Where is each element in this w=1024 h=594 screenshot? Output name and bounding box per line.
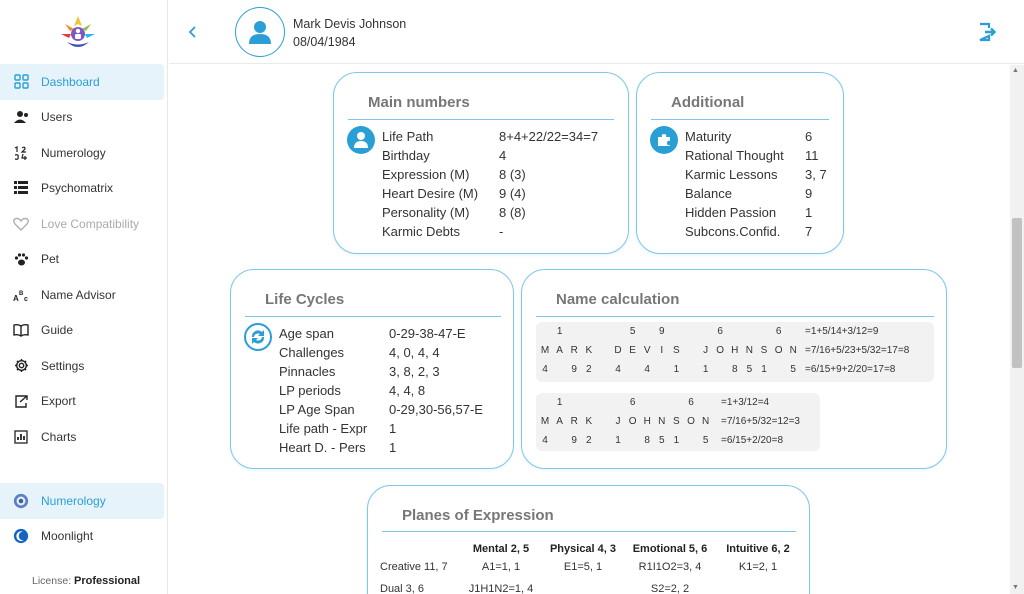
card-title: Name calculation <box>556 291 680 308</box>
list-item <box>685 165 827 184</box>
numbers-icon <box>13 145 29 161</box>
name-calc-cell: A <box>556 416 563 427</box>
item-label: LP Age Span <box>279 402 355 417</box>
chart-icon <box>13 429 29 445</box>
svg-text:B: B <box>19 290 24 297</box>
table-cell: Dual 3, 6 <box>380 583 425 594</box>
license-label: License: <box>32 575 72 587</box>
name-calc-cell: 1 <box>673 435 680 446</box>
heart-icon <box>13 216 29 232</box>
list-item <box>279 324 483 343</box>
name-calc-cell: 1 <box>556 397 563 408</box>
name-calc-cell: O <box>774 345 783 356</box>
item-label: Heart D. - Pers <box>279 440 366 455</box>
name-calc-cell: D <box>614 345 622 356</box>
name-calc-cell: 2 <box>586 435 592 446</box>
list-item <box>279 400 483 419</box>
item-value: 8 (3) <box>499 167 526 182</box>
divider <box>536 316 934 317</box>
app-item-label: Moonlight <box>41 529 94 544</box>
item-label: Karmic Debts <box>382 224 461 239</box>
name-calc-cell: M <box>540 416 550 427</box>
name-calc-cell: 4 <box>615 364 621 375</box>
list-item <box>279 362 483 381</box>
main-numbers-list <box>382 127 598 241</box>
table-cell: K1=2, 1 <box>738 561 778 573</box>
list-item <box>279 419 483 438</box>
item-label: Life path - Expr <box>279 421 368 436</box>
list-item <box>279 381 483 400</box>
column-header: Mental 2, 5 <box>472 543 530 555</box>
item-label: Subcons.Confid. <box>685 224 781 239</box>
item-value: 4, 4, 8 <box>389 383 426 398</box>
sidebar-item-numerology[interactable] <box>0 135 164 171</box>
sidebar-item-label: Settings <box>41 358 85 373</box>
name-calc-result: =1+3/12=4 <box>721 397 770 408</box>
additional-card <box>636 72 844 254</box>
sidebar-item-guide[interactable] <box>0 313 164 349</box>
item-value: - <box>499 224 504 239</box>
table-cell: J1H1N2=1, 4 <box>468 583 534 594</box>
sidebar-item-name-advisor[interactable] <box>0 277 164 313</box>
name-calculation-card <box>521 269 947 469</box>
name-calc-cell: 9 <box>659 326 665 337</box>
item-label: Age span <box>279 326 334 341</box>
table-header-row <box>380 542 800 556</box>
book-icon <box>13 322 29 338</box>
column-header: Emotional 5, 6 <box>632 543 708 555</box>
app-item-moonlight[interactable] <box>0 519 164 555</box>
column-header: Physical 4, 3 <box>549 543 617 555</box>
logout-button[interactable] <box>977 22 997 42</box>
list-item <box>279 438 483 457</box>
item-value: 0-29,30-56,57-E <box>389 402 483 417</box>
item-value: 3, 8, 2, 3 <box>389 364 440 379</box>
item-label: Challenges <box>279 345 345 360</box>
grid-icon <box>13 74 29 90</box>
name-calc-short-grid <box>536 393 820 451</box>
sidebar-item-label: Export <box>41 394 76 409</box>
name-calc-cell: N <box>701 416 710 427</box>
name-calc-cell: S <box>673 416 680 427</box>
additional-list <box>685 127 827 241</box>
list-item <box>685 127 827 146</box>
planes-card <box>367 485 810 594</box>
divider <box>348 119 614 120</box>
name-calc-cell: 6 <box>629 397 636 408</box>
table-row <box>380 578 800 594</box>
list-item <box>382 127 598 146</box>
sidebar-item-export[interactable] <box>0 384 164 420</box>
name-calc-full-grid <box>536 322 934 382</box>
name-calc-cell: K <box>585 416 593 427</box>
name-calc-cell: M <box>540 345 550 356</box>
name-calc-cell: 2 <box>586 364 592 375</box>
name-calc-cell: 5 <box>790 364 796 375</box>
svg-text:A: A <box>13 293 19 302</box>
name-calc-cell: 9 <box>571 364 577 375</box>
back-button[interactable] <box>186 22 200 42</box>
name-calc-cell: 1 <box>761 364 767 375</box>
item-value: 3, 7 <box>805 167 827 182</box>
puzzle-icon <box>650 126 678 154</box>
item-value: 0-29-38-47-E <box>389 326 466 341</box>
users-icon <box>13 109 29 125</box>
scroll-up-arrow[interactable]: ▲ <box>1012 67 1019 74</box>
sidebar-item-label: Users <box>41 110 73 125</box>
sidebar-item-charts[interactable] <box>0 419 164 455</box>
table-cell: Creative 11, 7 <box>380 561 448 573</box>
scroll-down-arrow[interactable]: ▼ <box>1012 584 1019 591</box>
item-label: Rational Thought <box>685 148 784 163</box>
name-calc-cell: J <box>703 345 709 356</box>
sidebar-item-settings[interactable] <box>0 348 164 384</box>
name-calc-result: =7/16+5/23+5/32=17=8 <box>805 345 910 356</box>
app-logo[interactable] <box>57 12 99 54</box>
name-calc-cell: S <box>760 345 768 356</box>
name-calc-cell: O <box>687 416 695 427</box>
name-calc-cell: O <box>628 416 637 427</box>
sidebar-nav <box>0 64 164 455</box>
divider <box>382 531 796 532</box>
table-cell <box>542 578 624 594</box>
name-calc-cell: 5 <box>629 326 636 337</box>
name-calc-cell: S <box>673 345 680 356</box>
name-calc-cell: 5 <box>702 435 709 446</box>
sidebar-item-pet[interactable] <box>0 242 164 278</box>
sidebar-item-love-compatibility[interactable] <box>0 206 164 242</box>
matrix-icon <box>13 180 29 196</box>
name-calc-cell: 6 <box>775 326 782 337</box>
name-calc-cell: N <box>789 345 797 356</box>
name-calc-result: =6/15+2/20=8 <box>721 435 784 446</box>
item-value: 9 (4) <box>499 186 526 201</box>
sidebar-item-dashboard[interactable] <box>0 64 164 100</box>
person-icon <box>347 126 375 154</box>
planes-table <box>380 542 800 594</box>
list-item <box>382 203 598 222</box>
column-header <box>380 542 460 556</box>
column-header: Intuitive 6, 2 <box>726 543 790 555</box>
item-value: 8+4+22/22=34=7 <box>499 129 599 144</box>
header <box>169 0 1024 64</box>
name-calc-cell: 5 <box>659 435 665 446</box>
table-cell: S2=2, 2 <box>650 583 690 594</box>
card-title: Life Cycles <box>265 291 345 308</box>
name-calc-result: =6/15+9+2/20=17=8 <box>805 364 896 375</box>
export-icon <box>13 393 29 409</box>
user-name: Mark Devis Johnson <box>293 17 407 31</box>
name-calc-result: =7/16+5/32=12=3 <box>721 416 800 427</box>
avatar[interactable] <box>235 7 285 57</box>
name-calc-cell: N <box>658 416 666 427</box>
item-value: 1 <box>805 205 813 220</box>
svg-text:c: c <box>24 295 28 302</box>
item-value: 9 <box>805 186 813 201</box>
sidebar-item-label: Psychomatrix <box>41 181 114 196</box>
item-value: 4, 0, 4, 4 <box>389 345 440 360</box>
card-title: Planes of Expression <box>402 507 554 524</box>
name-calc-cell: 6 <box>688 397 694 408</box>
app-item-label: Numerology <box>41 493 106 508</box>
name-calc-cell: 9 <box>571 435 577 446</box>
paw-icon <box>13 251 29 267</box>
name-calc-cell: A <box>556 345 563 356</box>
item-value: 4 <box>499 148 507 163</box>
person-icon <box>248 19 272 45</box>
table-cell: A1=1, 1 <box>481 561 521 573</box>
item-label: Pinnacles <box>279 364 336 379</box>
list-item <box>382 146 598 165</box>
name-calc-cell: J <box>615 416 621 427</box>
name-calc-cell: V <box>643 345 651 356</box>
name-calc-cell: O <box>716 345 725 356</box>
name-calc-cell: 4 <box>542 364 548 375</box>
item-label: Expression (M) <box>382 167 470 182</box>
item-value: 8 (8) <box>499 205 526 220</box>
list-item <box>382 165 598 184</box>
card-title: Main numbers <box>368 94 470 111</box>
name-calc-cell: R <box>570 345 578 356</box>
list-item <box>382 222 598 241</box>
life-cycles-list <box>279 324 483 457</box>
item-label: Hidden Passion <box>685 205 777 220</box>
name-calc-cell: 1 <box>615 435 621 446</box>
table-cell <box>716 578 800 594</box>
life-cycles-card <box>230 269 514 469</box>
name-calc-cell: 5 <box>746 364 753 375</box>
user-dob: 08/04/1984 <box>293 35 356 49</box>
license-value: Professional <box>74 575 141 587</box>
name-calc-cell: H <box>731 345 739 356</box>
sidebar-item-psychomatrix[interactable] <box>0 171 164 207</box>
divider <box>651 119 829 120</box>
name-calc-cell: N <box>745 345 753 356</box>
main-numbers-card <box>333 72 629 254</box>
item-value: 7 <box>805 224 813 239</box>
list-item <box>685 184 827 203</box>
item-label: Heart Desire (M) <box>382 186 479 201</box>
sidebar-item-users[interactable] <box>0 100 164 136</box>
cycle-icon <box>244 323 272 351</box>
name-calc-cell: 1 <box>702 364 709 375</box>
sidebar-item-label: Dashboard <box>41 74 100 89</box>
app-item-numerology[interactable] <box>0 483 164 519</box>
item-value: 6 <box>805 129 813 144</box>
card-title: Additional <box>671 94 745 111</box>
item-label: Birthday <box>382 148 430 163</box>
sidebar-item-label: Numerology <box>41 145 106 160</box>
item-label: Maturity <box>685 129 732 144</box>
item-label: Karmic Lessons <box>685 167 778 182</box>
table-cell: E1=5, 1 <box>563 561 603 573</box>
name-calc-cell: K <box>585 345 593 356</box>
license-info <box>32 575 140 587</box>
name-calc-cell: 4 <box>542 435 548 446</box>
name-calc-cell: 6 <box>717 326 723 337</box>
chevron-left-icon <box>186 22 200 42</box>
name-calc-cell: 1 <box>556 326 563 337</box>
abc-icon <box>13 287 29 303</box>
gear-icon <box>13 358 29 374</box>
name-calc-cell: H <box>643 416 651 427</box>
sidebar-item-label: Charts <box>41 429 77 444</box>
name-calc-cell: R <box>570 416 578 427</box>
item-label: Life Path <box>382 129 434 144</box>
item-label: LP periods <box>279 383 341 398</box>
list-item <box>279 343 483 362</box>
name-calc-cell: 8 <box>644 435 650 446</box>
divider <box>245 316 501 317</box>
moonlight-app-icon <box>13 528 29 544</box>
sidebar-item-label: Guide <box>41 323 74 338</box>
numerology-app-icon <box>13 493 29 509</box>
list-item <box>382 184 598 203</box>
item-label: Balance <box>685 186 732 201</box>
item-value: 1 <box>389 440 397 455</box>
sidebar-item-label: Pet <box>41 252 60 267</box>
name-calc-cell: I <box>660 345 664 356</box>
name-calc-cell: 4 <box>644 364 650 375</box>
app-switcher <box>0 483 164 554</box>
table-row <box>380 556 800 578</box>
list-item <box>685 146 827 165</box>
list-item <box>685 222 827 241</box>
item-value: 1 <box>389 421 397 436</box>
name-calc-cell: E <box>629 345 636 356</box>
sidebar-item-label: Love Compatibility <box>41 216 140 231</box>
list-item <box>685 203 827 222</box>
sidebar-item-label: Name Advisor <box>41 287 116 302</box>
name-calc-cell: 8 <box>732 364 738 375</box>
item-label: Personality (M) <box>382 205 470 220</box>
table-cell: R1I1O2=3, 4 <box>638 561 702 573</box>
item-value: 11 <box>805 148 819 163</box>
logout-icon <box>977 22 997 42</box>
name-calc-result: =1+5/14+3/12=9 <box>805 326 879 337</box>
name-calc-cell: 1 <box>673 364 680 375</box>
scrollbar-thumb[interactable] <box>1012 218 1022 368</box>
sidebar <box>0 0 168 594</box>
